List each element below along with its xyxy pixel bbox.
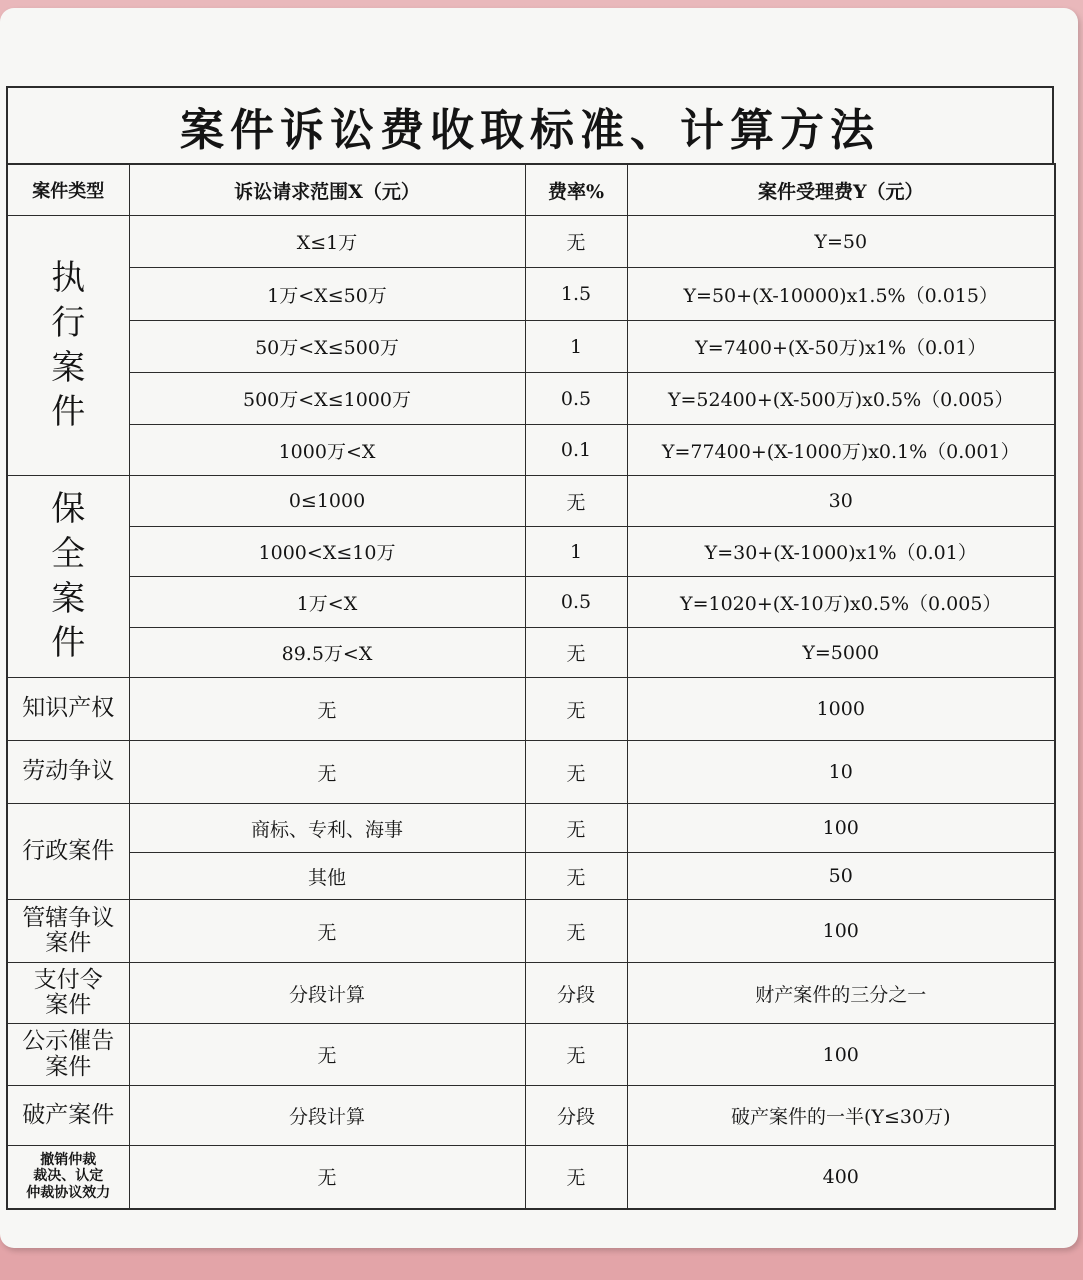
rate-cell: 分段 bbox=[525, 963, 627, 1024]
fee-cell: Y=1020+(X-10万)x0.5%（0.005） bbox=[627, 577, 1055, 628]
fee-cell: 100 bbox=[627, 1024, 1055, 1086]
range-cell: 其他 bbox=[129, 853, 525, 900]
table-header-row bbox=[7, 164, 1055, 216]
fee-cell: 破产案件的一半(Y≤30万) bbox=[627, 1086, 1055, 1146]
fee-cell: 30 bbox=[627, 476, 1055, 527]
header-fee: 案件受理费Y（元） bbox=[627, 164, 1055, 216]
range-cell: 分段计算 bbox=[129, 1086, 525, 1146]
fee-cell: 50 bbox=[627, 853, 1055, 900]
fee-cell: Y=7400+(X-50万)x1%（0.01） bbox=[627, 321, 1055, 373]
rate-cell: 0.1 bbox=[525, 425, 627, 476]
table-row bbox=[7, 216, 1055, 268]
case-type-execution: 执 行 案 件 bbox=[7, 216, 129, 476]
rate-cell: 无 bbox=[525, 678, 627, 741]
table-row bbox=[7, 268, 1055, 321]
header-claim-range: 诉讼请求范围X（元） bbox=[129, 164, 525, 216]
fee-cell: Y=77400+(X-1000万)x0.1%（0.001） bbox=[627, 425, 1055, 476]
range-cell: 无 bbox=[129, 900, 525, 963]
rate-cell: 无 bbox=[525, 853, 627, 900]
case-type-payment-order: 支付令 案件 bbox=[7, 963, 129, 1024]
range-cell: 1万<X≤50万 bbox=[129, 268, 525, 321]
table-row bbox=[7, 1146, 1055, 1209]
rate-cell: 1.5 bbox=[525, 268, 627, 321]
page-title: 案件诉讼费收取标准、计算方法 bbox=[6, 86, 1054, 164]
table-row bbox=[7, 1024, 1055, 1086]
case-type-preservation: 保 全 案 件 bbox=[7, 476, 129, 678]
range-cell: 1000<X≤10万 bbox=[129, 527, 525, 577]
rate-cell: 0.5 bbox=[525, 373, 627, 425]
rate-cell: 1 bbox=[525, 527, 627, 577]
case-type-jurisdiction: 管辖争议 案件 bbox=[7, 900, 129, 963]
rate-cell: 无 bbox=[525, 628, 627, 678]
fee-table bbox=[6, 163, 1056, 1210]
rate-cell: 分段 bbox=[525, 1086, 627, 1146]
range-cell: 无 bbox=[129, 1024, 525, 1086]
rate-cell: 1 bbox=[525, 321, 627, 373]
rate-cell: 无 bbox=[525, 1024, 627, 1086]
case-type-admin: 行政案件 bbox=[7, 804, 129, 900]
range-cell: 500万<X≤1000万 bbox=[129, 373, 525, 425]
table-row bbox=[7, 577, 1055, 628]
table-row bbox=[7, 804, 1055, 853]
fee-cell: 财产案件的三分之一 bbox=[627, 963, 1055, 1024]
fee-cell: 400 bbox=[627, 1146, 1055, 1209]
rate-cell: 0.5 bbox=[525, 577, 627, 628]
range-cell: 89.5万<X bbox=[129, 628, 525, 678]
rate-cell: 无 bbox=[525, 804, 627, 853]
table-row bbox=[7, 1086, 1055, 1146]
range-cell: 无 bbox=[129, 1146, 525, 1209]
range-cell: 分段计算 bbox=[129, 963, 525, 1024]
table-row bbox=[7, 425, 1055, 476]
header-rate: 费率% bbox=[525, 164, 627, 216]
table-row bbox=[7, 628, 1055, 678]
table-row bbox=[7, 373, 1055, 425]
case-type-ip: 知识产权 bbox=[7, 678, 129, 741]
table-row bbox=[7, 476, 1055, 527]
fee-cell: Y=50 bbox=[627, 216, 1055, 268]
case-type-public-notice: 公示催告 案件 bbox=[7, 1024, 129, 1086]
fee-cell: Y=30+(X-1000)x1%（0.01） bbox=[627, 527, 1055, 577]
range-cell: 商标、专利、海事 bbox=[129, 804, 525, 853]
table-row bbox=[7, 853, 1055, 900]
table-row bbox=[7, 963, 1055, 1024]
fee-cell: Y=5000 bbox=[627, 628, 1055, 678]
range-cell: X≤1万 bbox=[129, 216, 525, 268]
table-row bbox=[7, 527, 1055, 577]
rate-cell: 无 bbox=[525, 1146, 627, 1209]
table-row bbox=[7, 741, 1055, 804]
table-row bbox=[7, 321, 1055, 373]
fee-cell: 10 bbox=[627, 741, 1055, 804]
rate-cell: 无 bbox=[525, 476, 627, 527]
table-row bbox=[7, 900, 1055, 963]
range-cell: 0≤1000 bbox=[129, 476, 525, 527]
rate-cell: 无 bbox=[525, 216, 627, 268]
fee-cell: Y=50+(X-10000)x1.5%（0.015） bbox=[627, 268, 1055, 321]
case-type-arbitration: 撤销仲裁 裁决、认定 仲裁协议效力 bbox=[7, 1146, 129, 1209]
range-cell: 1000万<X bbox=[129, 425, 525, 476]
fee-cell: 100 bbox=[627, 900, 1055, 963]
case-type-bankruptcy: 破产案件 bbox=[7, 1086, 129, 1146]
range-cell: 无 bbox=[129, 741, 525, 804]
range-cell: 50万<X≤500万 bbox=[129, 321, 525, 373]
rate-cell: 无 bbox=[525, 741, 627, 804]
fee-cell: Y=52400+(X-500万)x0.5%（0.005） bbox=[627, 373, 1055, 425]
rate-cell: 无 bbox=[525, 900, 627, 963]
fee-cell: 1000 bbox=[627, 678, 1055, 741]
fee-cell: 100 bbox=[627, 804, 1055, 853]
table-row bbox=[7, 678, 1055, 741]
range-cell: 1万<X bbox=[129, 577, 525, 628]
header-case-type: 案件类型 bbox=[7, 164, 129, 216]
range-cell: 无 bbox=[129, 678, 525, 741]
case-type-labor: 劳动争议 bbox=[7, 741, 129, 804]
